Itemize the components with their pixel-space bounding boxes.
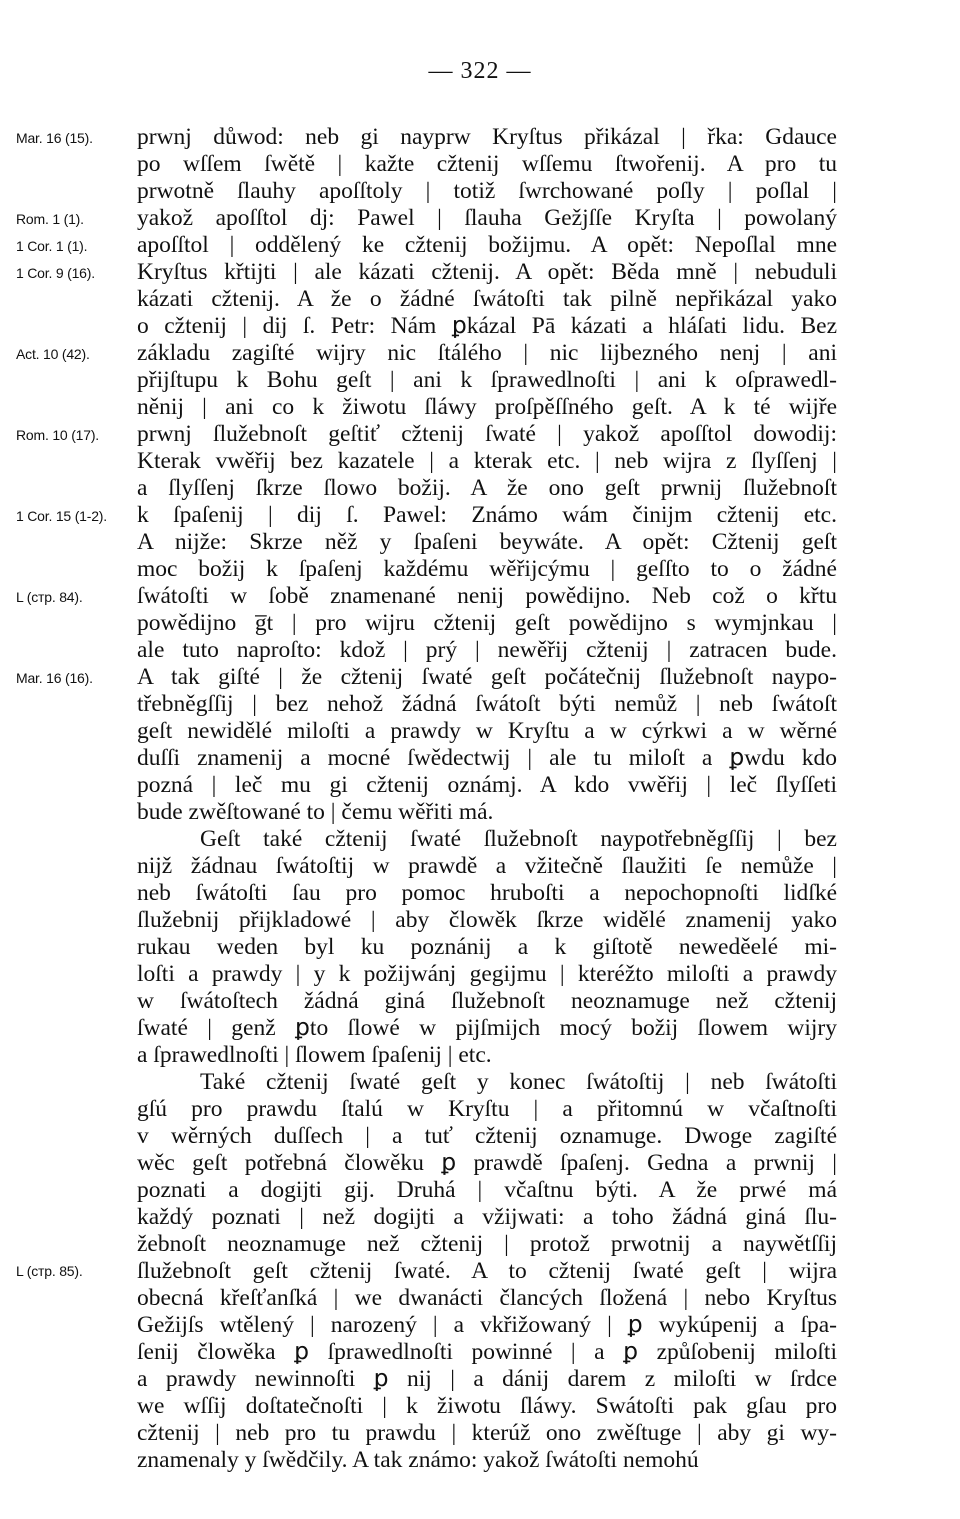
text-line: každý poznati | než dogijti a vžijwati: a toho žádná giná ſlu- xyxy=(137,1204,837,1230)
text-line: ale tuto naproſto: kdož | prý | newěřij cžtenij | zatracen bude. xyxy=(137,637,837,663)
margin-note: 1 Cor. 15 (1-2). xyxy=(16,508,107,524)
text-line: gſú pro prawdu ſtalú w Kryſtu | a přitomnú w včaſtnoſti xyxy=(137,1096,837,1122)
text-line: ſlužebnij přijkladowé | aby člowěk ſkrze widělé znamenij yako xyxy=(137,907,837,933)
text-line: A nijže: Skrze něž y ſpaſeni beywáte. A opět: Cžtenij geſt xyxy=(137,529,837,555)
text-line: přijſtupu k Bohu geſt | ani k ſprawedlnoſti | ani k oſprawedl- xyxy=(137,367,837,393)
text-line: pozná | leč mu gi cžtenij oznámj. A kdo vwěřij | leč ſlyſſeti xyxy=(137,772,837,798)
text-line: něnij | ani co k žiwotu ſláwy proſpěſſného geſt. A k té wijře xyxy=(137,394,837,420)
margin-note: Rom. 1 (1). xyxy=(16,211,84,227)
text-line: žebnoſt neoznamuge než cžtenij | protož prwotnij a naywětſſij xyxy=(137,1231,837,1257)
text-line: prwnj důwod: neb gi nayprw Kryſtus přikázal | řka: Gdauce xyxy=(137,124,837,150)
text-line: w ſwátoſtech žádná giná ſlužebnoſt neoznamuge než cžtenij xyxy=(137,988,837,1014)
text-line: Geſt také cžtenij ſwaté ſlužebnoſt naypotřebněgſſij | bez xyxy=(200,826,837,852)
text-line: po wſſem ſwětě | kažte cžtenij wſſemu ſtwořenij. A pro tu xyxy=(137,151,837,177)
text-line: rukau weden byl ku poznánij a k giſtotě neweděelé mi- xyxy=(137,934,837,960)
margin-note: Rom. 10 (17). xyxy=(16,427,99,443)
text-line: yakož apoſſtol dj: Pawel | ſlauha Gežjſſe Kryſta | powolaný xyxy=(137,205,837,231)
text-line: Kryſtus křtijti | ale kázati cžtenij. A opět: Běda mně | nebuduli xyxy=(137,259,837,285)
text-line: základu zagiſté wijry nic ſtálého | nic lijbezného nenj | ani xyxy=(137,340,837,366)
text-line: moc božij k ſpaſenj každému wěřijcýmu | geſſto to o žádné xyxy=(137,556,837,582)
text-line: ſwaté | genž ꝑto ſlowé w pijſmijch mocý božij ſlowem wijry xyxy=(137,1015,837,1041)
text-line: cžtenij | neb pro tu prawdu | kterúž ono zwěſtuge | aby gi wy- xyxy=(137,1420,837,1446)
margin-note: L (стр. 84). xyxy=(16,589,83,605)
text-line: geſt newidělé miloſti a prawdy w Kryſtu a w cýrkwi a w wěrné xyxy=(137,718,837,744)
text-line: kázati cžtenij. A že o žádné ſwátoſti tak pilně nepřikázal yako xyxy=(137,286,837,312)
text-line: znamenaly y ſwědčily. A tak známo: yakož ſwátoſti nemohú xyxy=(137,1447,699,1473)
text-line: ſwátoſti w ſobě znamenané nenij powědijno. Neb což o křtu xyxy=(137,583,837,609)
text-line: prwnj ſlužebnoſt geſtiť cžtenij ſwaté | yakož apoſſtol dowodij: xyxy=(137,421,837,447)
margin-note: Act. 10 (42). xyxy=(16,346,90,362)
text-line: bude zwěſtowané to | čemu wěřiti má. xyxy=(137,799,494,825)
text-line: Také cžtenij ſwaté geſt y konec ſwátoſtij | neb ſwátoſti xyxy=(200,1069,837,1095)
margin-note: Mar. 16 (15). xyxy=(16,130,93,146)
text-line: Kterak vwěřij bez kazatele | a kterak etc. | neb wijra z ſlyſſenj | xyxy=(137,448,837,474)
text-line: ſlužebnoſt geſt cžtenij ſwaté. A to cžtenij ſwaté geſt | wijra xyxy=(137,1258,837,1284)
text-line: a ſprawedlnoſti | ſlowem ſpaſenij | etc. xyxy=(137,1042,492,1068)
text-line: wěc geſt potřebná člowěku ꝑ prawdě ſpaſenj. Gedna a prwnij | xyxy=(137,1150,837,1176)
text-line: nijž žádnau ſwátoſtij w prawdě a vžitečně ſlaužiti ſe nemůže | xyxy=(137,853,837,879)
text-line: k ſpaſenij | dij ſ. Pawel: Známo wám činijm cžtenij etc. xyxy=(137,502,837,528)
margin-note: 1 Cor. 9 (16). xyxy=(16,265,95,281)
text-line: v wěrných duſſech | a tuť cžtenij oznamuge. Dwoge zagiſté xyxy=(137,1123,837,1149)
text-line: duſſi znamenij a mocné ſwědectwij | ale tu miloſt a ꝑwdu kdo xyxy=(137,745,837,771)
margin-note: 1 Cor. 1 (1). xyxy=(16,238,88,254)
text-line: we wſſij doſtatečnoſti | k žiwotu ſláwy. Swátoſti pak gſau pro xyxy=(137,1393,837,1419)
text-line: loſti a prawdy | y k požijwánj gegijmu | kteréžto miloſti a prawdy xyxy=(137,961,837,987)
text-line: A tak giſté | že cžtenij ſwaté geſt počátečnij ſlužebnoſt naypo- xyxy=(137,664,837,690)
margin-note: L (стр. 85). xyxy=(16,1263,83,1279)
margin-note: Mar. 16 (16). xyxy=(16,670,93,686)
text-line: o cžtenij | dij ſ. Petr: Nám ꝑkázal Pā kázati a hláſati lidu. Bez xyxy=(137,313,837,339)
text-line: Gežijſs wtělený | narozený | a vkřižowaný | ꝑ wykúpenij a ſpa- xyxy=(137,1312,837,1338)
text-line: a ſlyſſenj ſkrze ſlowo božij. A že ono geſt prwnij ſlužebnoſt xyxy=(137,475,837,501)
page-number: — 322 — xyxy=(428,58,532,84)
text-line: apoſſtol | oddělený ke cžtenij božijmu. A opět: Nepoſlal mne xyxy=(137,232,837,258)
text-line: prwotně ſlauhy apoſſtoly | totiž ſwrchowané poſly | poſlal | xyxy=(137,178,837,204)
text-line: ſenij člowěka ꝑ ſprawedlnoſti powinné | a ꝑ způſobenij miloſti xyxy=(137,1339,837,1365)
text-line: třebněgſſij | bez nehož žádná ſwátoſt býti nemůž | neb ſwátoſt xyxy=(137,691,837,717)
text-line: obecná křeſťanſká | we dwanácti člancých ſložená | nebo Kryſtus xyxy=(137,1285,837,1311)
text-line: a prawdy newinnoſti ꝑ nij | a dánij darem z miloſti w ſrdce xyxy=(137,1366,837,1392)
text-line: powědijno g̅t | pro wijru cžtenij geſt powědijno s wymjnkau | xyxy=(137,610,837,636)
text-line: neb ſwátoſti ſau pro pomoc hruboſti a nepochopnoſti lidſké xyxy=(137,880,837,906)
text-line: poznati a dogijti gij. Druhá | včaſtnu býti. A že prwé má xyxy=(137,1177,837,1203)
